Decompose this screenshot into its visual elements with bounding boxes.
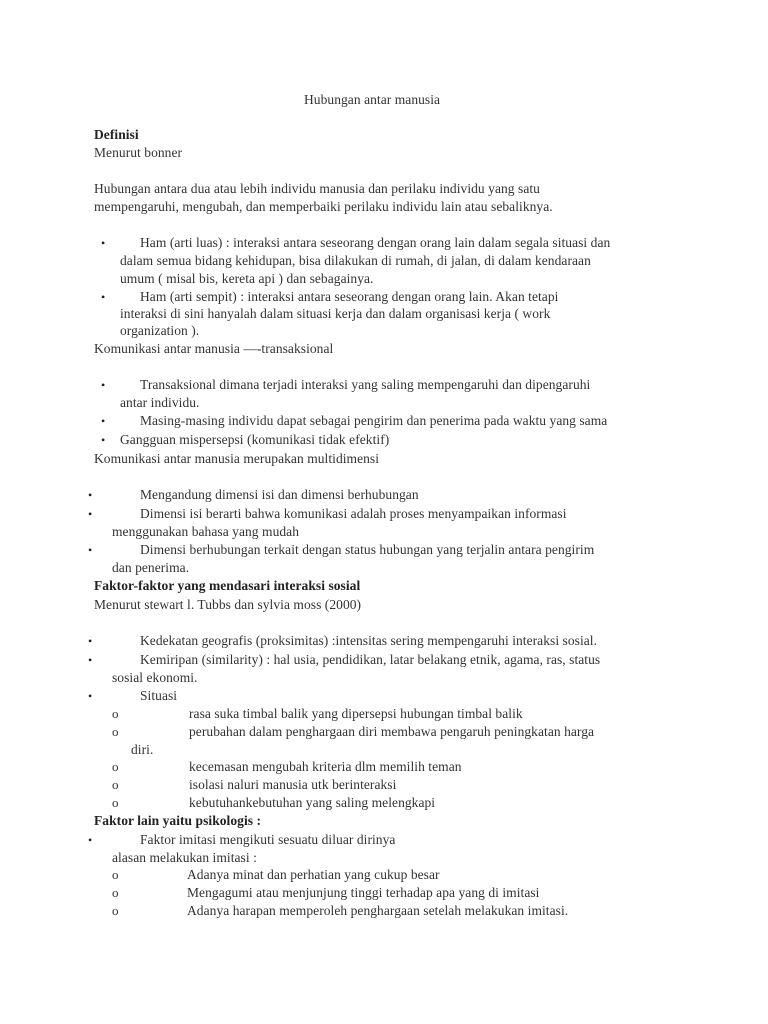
bullet-icon: • (88, 653, 93, 667)
bullet-icon: • (88, 689, 93, 703)
circle-bullet-icon: o (112, 795, 119, 810)
dimensi-isi-berarti-line-1: Dimensi isi berarti bahwa komunikasi adalah proses menyampaikan informasi (140, 506, 567, 521)
komunikasi-multidimensi-heading: Komunikasi antar manusia merupakan multidimensi (94, 451, 380, 466)
circle-bullet-icon: o (112, 706, 119, 721)
ham-luas-line-3: umum ( misal bis, kereta api ) dan sebagainya. (120, 271, 374, 286)
circle-bullet-icon: o (112, 724, 119, 739)
transaksional-line-2: antar individu. (120, 395, 200, 410)
alasan-sub-3: Adanya harapan memperoleh penghargaan setelah melakukan imitasi. (187, 903, 569, 918)
definisi-heading: Definisi (94, 127, 139, 142)
transaksional-line-1: Transaksional dimana terjadi interaksi yang saling mempengaruhi dan dipengaruhi (140, 377, 591, 392)
situasi-sub-1: rasa suka timbal balik yang dipersepsi hubungan timbal balik (189, 706, 523, 721)
bullet-icon: • (88, 634, 93, 648)
ham-sempit-line-2: interaksi di sini hanyalah dalam situasi kerja dan dalam organisasi kerja ( work (120, 306, 551, 321)
situasi-sub-2-line-1: perubahan dalam penghargaan diri membawa pengaruh peningkatan harga (189, 724, 595, 739)
situasi-sub-3: kecemasan mengubah kriteria dlm memilih teman (189, 759, 462, 774)
alasan-sub-2: Mengagumi atau menjunjung tinggi terhadap apa yang di imitasi (187, 885, 540, 900)
situasi-sub-2-line-2: diri. (131, 742, 154, 757)
faktor-lain-heading: Faktor lain yaitu psikologis : (94, 813, 262, 828)
dimensi-isi-berarti-line-2: menggunakan bahasa yang mudah (112, 524, 300, 539)
situasi-line: Situasi (140, 688, 178, 703)
masing-masing-line: Masing-masing individu dapat sebagai pengirim dan penerima pada waktu yang sama (140, 413, 608, 428)
kemiripan-line-1: Kemiripan (similarity) : hal usia, pendidikan, latar belakang etnik, agama, ras, status (140, 652, 601, 667)
bullet-icon: • (101, 378, 106, 392)
ham-luas-line-2: dalam semua bidang kehidupan, bisa dilakukan di rumah, di jalan, di dalam kendaraan (120, 253, 591, 268)
bullet-icon: • (88, 488, 93, 502)
bullet-icon: • (101, 414, 106, 428)
bullet-icon: • (88, 833, 93, 847)
kedekatan-line: Kedekatan geografis (proksimitas) :intensitas sering mempengaruhi interaksi sosial. (140, 633, 598, 648)
page-title: Hubungan antar manusia (304, 92, 441, 107)
bullet-icon: • (88, 507, 93, 521)
alasan-sub-1: Adanya minat dan perhatian yang cukup besar (187, 867, 440, 882)
faktor-heading: Faktor-faktor yang mendasari interaksi sosial (94, 578, 361, 593)
faktor-source: Menurut stewart l. Tubbs dan sylvia moss (2000) (94, 597, 362, 612)
circle-bullet-icon: o (112, 903, 119, 918)
dimensi-berhubungan-line-1: Dimensi berhubungan terkait dengan status hubungan yang terjalin antara pengirim (140, 542, 595, 557)
circle-bullet-icon: o (112, 759, 119, 774)
komunikasi-transaksional-heading: Komunikasi antar manusia —-transaksional (94, 341, 334, 356)
situasi-sub-5: kebutuhankebutuhan yang saling melengkapi (189, 795, 436, 810)
bullet-icon: • (88, 543, 93, 557)
circle-bullet-icon: o (112, 885, 119, 900)
circle-bullet-icon: o (112, 867, 119, 882)
faktor-imitasi-line: Faktor imitasi mengikuti sesuatu diluar dirinya (140, 832, 396, 847)
ham-sempit-line-3: organization ). (120, 323, 200, 338)
kemiripan-line-2: sosial ekonomi. (112, 670, 198, 685)
bullet-icon: • (101, 290, 106, 304)
alasan-imitasi-line: alasan melakukan imitasi : (112, 850, 257, 865)
ham-luas-line-1: Ham (arti luas) : interaksi antara seseorang dengan orang lain dalam segala situasi dan (140, 235, 611, 250)
definisi-line-1: Hubungan antara dua atau lebih individu manusia dan perilaku individu yang satu (94, 181, 540, 196)
situasi-sub-4: isolasi naluri manusia utk berinteraksi (189, 777, 397, 792)
ham-sempit-line-1: Ham (arti sempit) : interaksi antara seseorang dengan orang lain. Akan tetapi (140, 289, 559, 304)
dimensi-isi-line: Mengandung dimensi isi dan dimensi berhubungan (140, 487, 419, 502)
definisi-line-2: mempengaruhi, mengubah, dan memperbaiki perilaku individu lain atau sebaliknya. (94, 199, 553, 214)
circle-bullet-icon: o (112, 777, 119, 792)
bullet-icon: • (101, 236, 106, 250)
definisi-source: Menurut bonner (94, 145, 183, 160)
gangguan-line: Gangguan mispersepsi (komunikasi tidak efektif) (120, 432, 390, 447)
bullet-icon: • (101, 433, 106, 447)
dimensi-berhubungan-line-2: dan penerima. (112, 560, 190, 575)
